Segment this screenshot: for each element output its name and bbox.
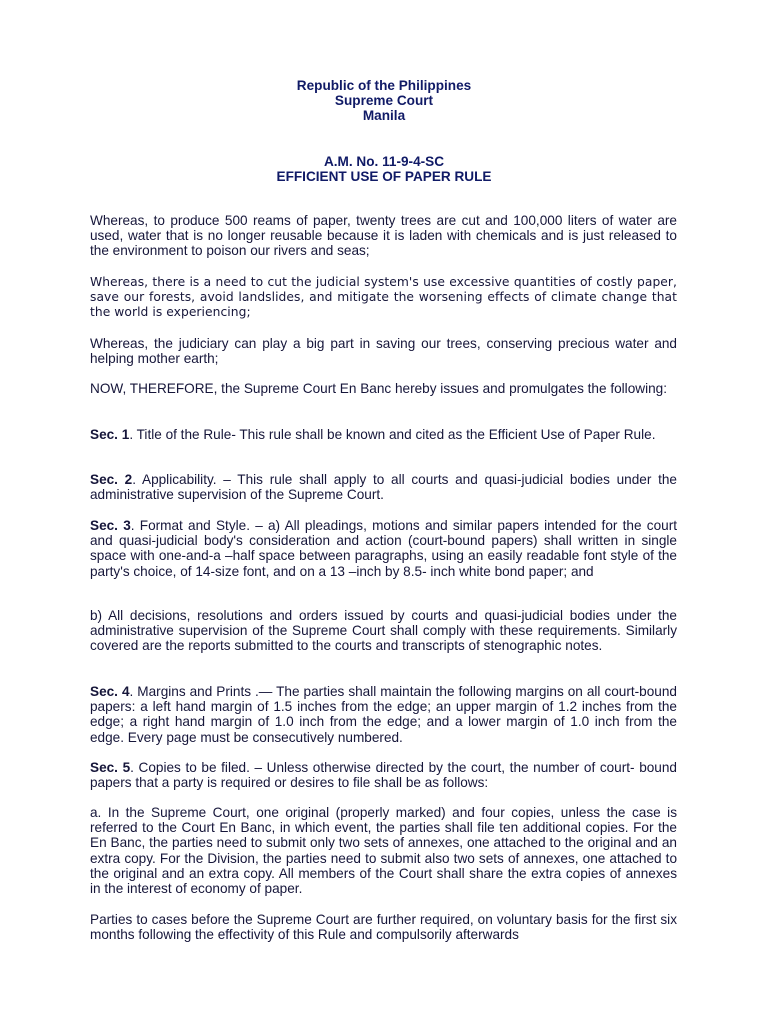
rule-title: EFFICIENT USE OF PAPER RULE	[276, 169, 492, 185]
header-republic: Republic of the Philippines	[296, 78, 472, 93]
section-3-label: Sec. 3	[90, 518, 131, 533]
whereas-paragraph-2: Whereas, there is a need to cut the judicial system's use excessive quantities of costly paper, save our forests, avoid landslides, and mitigate the worsening effects of climate change that the world is experiencing;	[90, 275, 677, 320]
header-court: Supreme Court	[334, 93, 434, 109]
section-5	[90, 760, 677, 790]
section-3	[90, 518, 677, 579]
document-title-block	[0, 154, 768, 184]
header-city: Manila	[362, 108, 406, 124]
therefore-paragraph: NOW, THEREFORE, the Supreme Court En Banc hereby issues and promulgates the following:	[90, 381, 667, 396]
whereas-paragraph-1: Whereas, to produce 500 reams of paper, twenty trees are cut and 100,000 liters of water are used, water that is no longer reusable because it is laden with chemicals and is just released to the environment to poison our rivers and seas;	[90, 213, 677, 259]
section-2-text: . Applicability. – This rule shall apply to all courts and quasi-judicial bodies under the administrative supervision of the Supreme Court.	[90, 472, 677, 503]
section-1-text: . Title of the Rule- This rule shall be known and cited as the Efficient Use of Paper Rule.	[129, 427, 656, 442]
am-number: A.M. No. 11-9-4-SC	[323, 154, 445, 169]
section-1	[90, 427, 677, 442]
section-3b: b) All decisions, resolutions and orders issued by courts and quasi-judicial bodies under the administrative supervision of the Supreme Court shall comply with these requirements. Similarly covered are the reports submitted to the courts and transcripts of stenographic notes.	[90, 608, 677, 654]
section-4-label: Sec. 4	[90, 684, 130, 699]
section-4	[90, 684, 677, 745]
section-3-text: . Format and Style. – a) All pleadings, motions and similar papers intended for the court and quasi-judicial body's consideration and action (court-bound papers) shall written in single space with one-and-a –half space between paragraphs, using an easily readable font style of the party's choice, of 14-size font, and on a 13 –inch by 8.5- inch white bond paper; and	[90, 518, 677, 579]
section-5-label: Sec. 5	[90, 760, 131, 775]
section-5b: Parties to cases before the Supreme Court are further required, on voluntary basis for the first six months following the effectivity of this Rule and compulsorily afterwards	[90, 912, 677, 943]
section-2	[90, 472, 677, 502]
section-5a: a. In the Supreme Court, one original (properly marked) and four copies, unless the case is referred to the Court En Banc, in which event, the parties shall file ten additional copies. For the En Banc, the parties need to submit only two sets of annexes, one attached to the original and an extra copy. For the Division, the parties need to submit also two sets of annexes, one attached to the original and an extra copy. All members of the Court shall share the extra copies of annexes in the interest of economy of paper.	[90, 805, 677, 897]
section-2-label: Sec. 2	[90, 472, 133, 487]
section-1-label: Sec. 1	[90, 427, 130, 442]
section-5-text: . Copies to be filed. – Unless otherwise directed by the court, the number of court- bound papers that a party is required or desires to file shall be as follows:	[90, 760, 677, 791]
section-4-text: . Margins and Prints .— The parties shall maintain the following margins on all court-bound papers: a left hand margin of 1.5 inches from the edge; an upper margin of 1.2 inches from the edge; a right hand margin of 1.0 inch from the edge; and a lower margin of 1.0 inch from the edge. Every page must be consecutively numbered.	[90, 684, 677, 745]
whereas-paragraph-3: Whereas, the judiciary can play a big part in saving our trees, conserving precious water and helping mother earth;	[90, 336, 677, 367]
document-header	[0, 78, 768, 124]
